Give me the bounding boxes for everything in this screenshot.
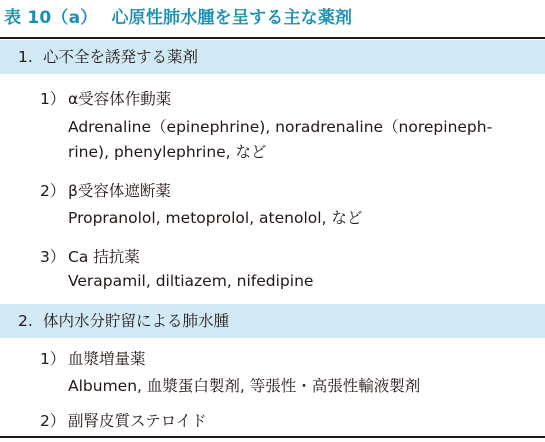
item-name: 血漿増量薬 [68,350,146,368]
item-number: 3） [40,248,66,266]
table-title [4,3,352,28]
section-number: 2. [18,312,33,330]
item-name: β受容体遮断薬 [68,182,171,200]
item-name: 副腎皮質ステロイド [68,412,207,430]
item-detail-line: Verapamil, diltiazem, nifedipine [68,272,314,290]
item-name: Ca 拮抗薬 [68,248,140,266]
list-item-heading [40,87,171,109]
item-detail-line: rine), phenylephrine, など [68,143,267,161]
list-item-heading [40,179,171,201]
item-detail-line: Albumen, 血漿蛋白製剤, 等張性・高張性輸液製剤 [68,377,421,395]
item-detail-line: Propranolol, metoprolol, atenolol, など [68,209,363,227]
section-number: 1. [18,48,33,66]
item-number: 1） [40,350,66,368]
section-header-2 [0,304,545,338]
section-heading: 体内水分貯留による肺水腫 [42,312,229,330]
list-item-heading [40,409,207,431]
section-heading: 心不全を誘発する薬剤 [42,48,198,66]
table-caption: 心原性肺水腫を呈する主な薬剤 [111,8,353,28]
item-number: 1） [40,90,66,108]
item-number: 2） [40,182,66,200]
bottom-rule [0,436,545,438]
list-item-heading [40,347,146,369]
item-number: 2） [40,412,66,430]
list-item-heading [40,245,140,267]
item-name: α受容体作動薬 [68,90,172,108]
section-header-1 [0,40,545,74]
top-rule [0,37,545,39]
item-detail-line: Adrenaline（epinephrine), noradrenaline（norepineph- [68,118,493,136]
table-label: 表 10（a） [4,8,98,28]
